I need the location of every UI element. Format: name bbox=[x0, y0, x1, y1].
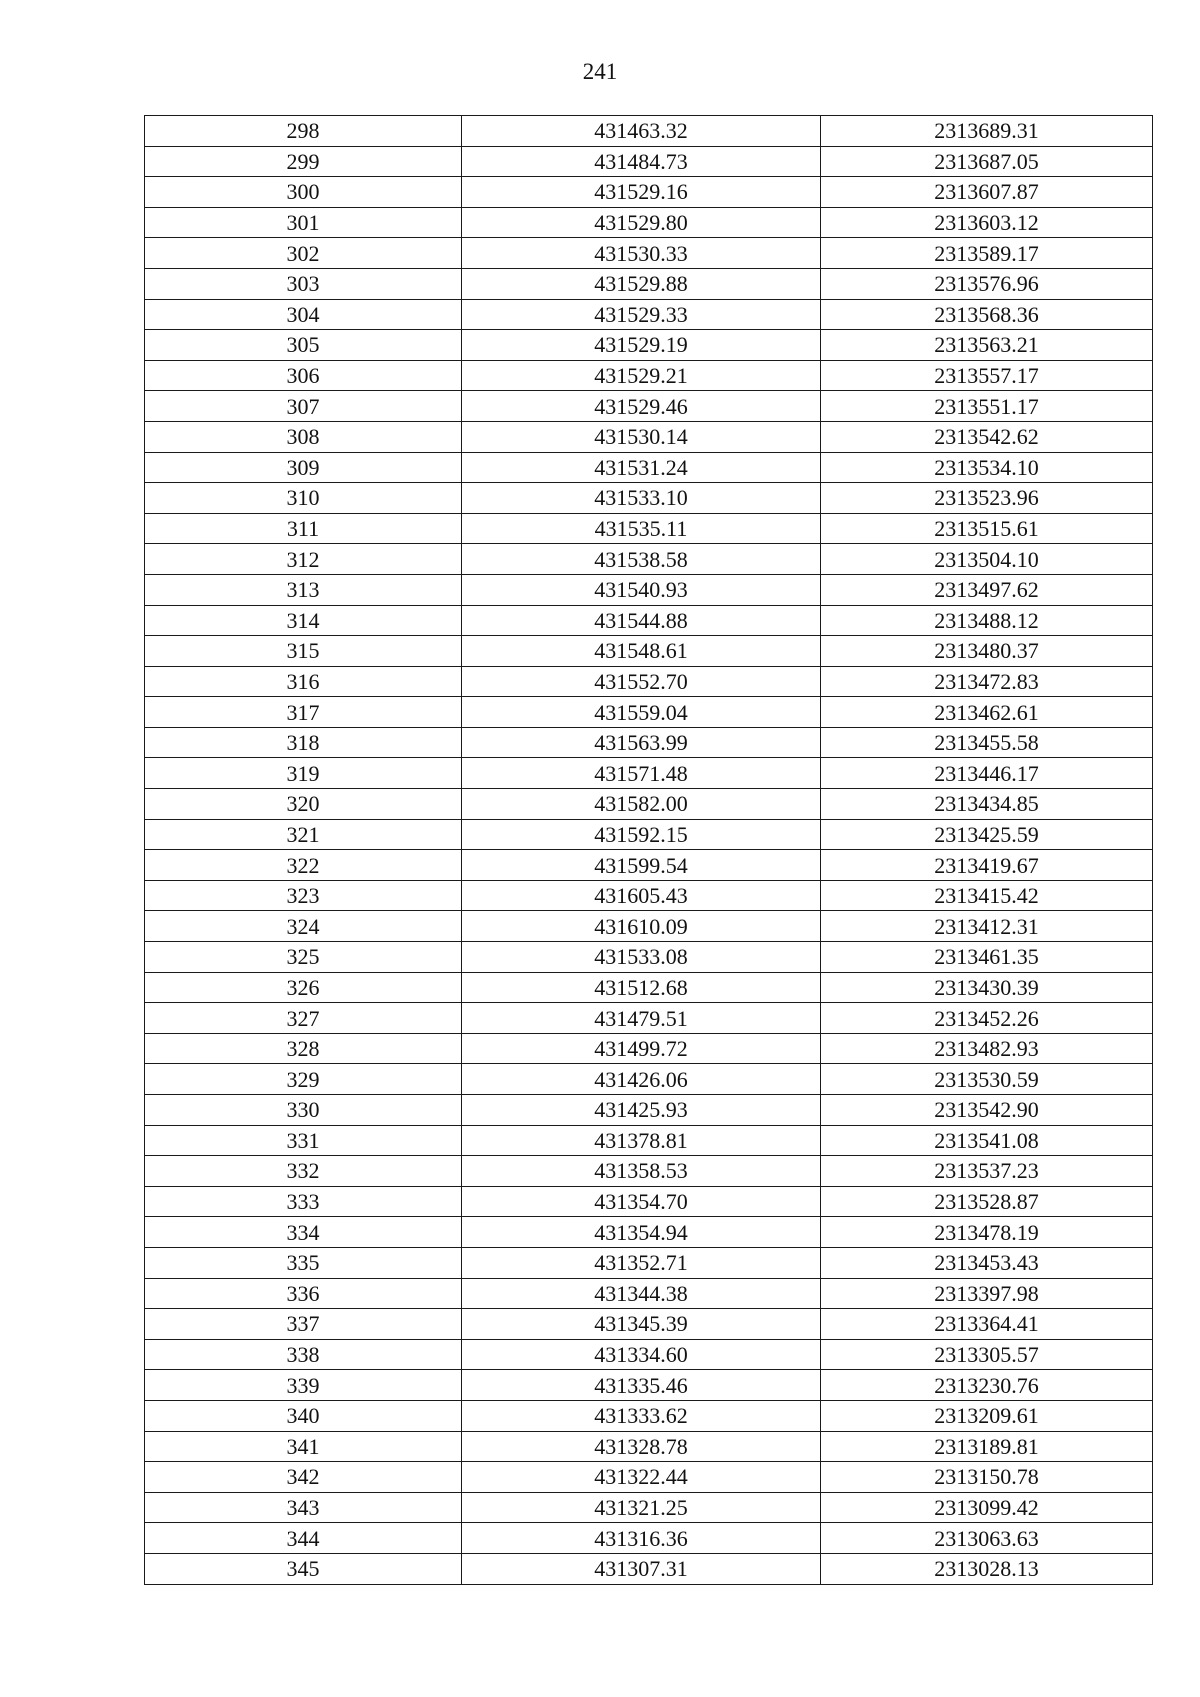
x-coordinate-cell: 431610.09 bbox=[462, 911, 821, 942]
y-coordinate-cell: 2313028.13 bbox=[821, 1553, 1153, 1584]
table-row bbox=[145, 421, 1153, 452]
y-coordinate-cell: 2313434.85 bbox=[821, 789, 1153, 820]
x-coordinate-cell: 431529.33 bbox=[462, 299, 821, 330]
table-row bbox=[145, 116, 1153, 147]
table-row bbox=[145, 1492, 1153, 1523]
table-row bbox=[145, 1217, 1153, 1248]
y-coordinate-cell: 2313589.17 bbox=[821, 238, 1153, 269]
y-coordinate-cell: 2313230.76 bbox=[821, 1370, 1153, 1401]
point-number-cell: 330 bbox=[145, 1095, 462, 1126]
point-number-cell: 326 bbox=[145, 972, 462, 1003]
table-row bbox=[145, 1553, 1153, 1584]
y-coordinate-cell: 2313563.21 bbox=[821, 330, 1153, 361]
x-coordinate-cell: 431592.15 bbox=[462, 819, 821, 850]
table-row bbox=[145, 942, 1153, 973]
x-coordinate-cell: 431531.24 bbox=[462, 452, 821, 483]
table-row bbox=[145, 1339, 1153, 1370]
x-coordinate-cell: 431484.73 bbox=[462, 146, 821, 177]
table-row bbox=[145, 1431, 1153, 1462]
x-coordinate-cell: 431345.39 bbox=[462, 1309, 821, 1340]
table-row bbox=[145, 207, 1153, 238]
y-coordinate-cell: 2313453.43 bbox=[821, 1247, 1153, 1278]
table-row bbox=[145, 819, 1153, 850]
x-coordinate-cell: 431544.88 bbox=[462, 605, 821, 636]
point-number-cell: 337 bbox=[145, 1309, 462, 1340]
x-coordinate-cell: 431529.19 bbox=[462, 330, 821, 361]
point-number-cell: 328 bbox=[145, 1033, 462, 1064]
y-coordinate-cell: 2313687.05 bbox=[821, 146, 1153, 177]
point-number-cell: 325 bbox=[145, 942, 462, 973]
table-row bbox=[145, 880, 1153, 911]
table-body bbox=[145, 116, 1153, 1585]
table-row bbox=[145, 666, 1153, 697]
point-number-cell: 342 bbox=[145, 1462, 462, 1493]
point-number-cell: 332 bbox=[145, 1156, 462, 1187]
y-coordinate-cell: 2313557.17 bbox=[821, 360, 1153, 391]
table-row bbox=[145, 697, 1153, 728]
x-coordinate-cell: 431378.81 bbox=[462, 1125, 821, 1156]
point-number-cell: 300 bbox=[145, 177, 462, 208]
point-number-cell: 314 bbox=[145, 605, 462, 636]
x-coordinate-cell: 431605.43 bbox=[462, 880, 821, 911]
x-coordinate-cell: 431328.78 bbox=[462, 1431, 821, 1462]
table-row bbox=[145, 1523, 1153, 1554]
table-row bbox=[145, 1370, 1153, 1401]
point-number-cell: 299 bbox=[145, 146, 462, 177]
y-coordinate-cell: 2313607.87 bbox=[821, 177, 1153, 208]
table-row bbox=[145, 789, 1153, 820]
point-number-cell: 343 bbox=[145, 1492, 462, 1523]
table-row bbox=[145, 238, 1153, 269]
page-number: 241 bbox=[582, 59, 618, 84]
table-row bbox=[145, 1278, 1153, 1309]
table-row bbox=[145, 268, 1153, 299]
point-number-cell: 338 bbox=[145, 1339, 462, 1370]
y-coordinate-cell: 2313425.59 bbox=[821, 819, 1153, 850]
point-number-cell: 304 bbox=[145, 299, 462, 330]
x-coordinate-cell: 431425.93 bbox=[462, 1095, 821, 1126]
x-coordinate-cell: 431316.36 bbox=[462, 1523, 821, 1554]
y-coordinate-cell: 2313551.17 bbox=[821, 391, 1153, 422]
point-number-cell: 341 bbox=[145, 1431, 462, 1462]
x-coordinate-cell: 431582.00 bbox=[462, 789, 821, 820]
x-coordinate-cell: 431571.48 bbox=[462, 758, 821, 789]
y-coordinate-cell: 2313397.98 bbox=[821, 1278, 1153, 1309]
table-row bbox=[145, 1309, 1153, 1340]
x-coordinate-cell: 431512.68 bbox=[462, 972, 821, 1003]
table-row bbox=[145, 483, 1153, 514]
point-number-cell: 327 bbox=[145, 1003, 462, 1034]
table-row bbox=[145, 605, 1153, 636]
point-number-cell: 333 bbox=[145, 1186, 462, 1217]
x-coordinate-cell: 431559.04 bbox=[462, 697, 821, 728]
point-number-cell: 335 bbox=[145, 1247, 462, 1278]
x-coordinate-cell: 431529.88 bbox=[462, 268, 821, 299]
y-coordinate-cell: 2313452.26 bbox=[821, 1003, 1153, 1034]
table-row bbox=[145, 972, 1153, 1003]
point-number-cell: 344 bbox=[145, 1523, 462, 1554]
point-number-cell: 308 bbox=[145, 421, 462, 452]
y-coordinate-cell: 2313430.39 bbox=[821, 972, 1153, 1003]
y-coordinate-cell: 2313568.36 bbox=[821, 299, 1153, 330]
x-coordinate-cell: 431530.14 bbox=[462, 421, 821, 452]
point-number-cell: 310 bbox=[145, 483, 462, 514]
table-row bbox=[145, 146, 1153, 177]
point-number-cell: 315 bbox=[145, 636, 462, 667]
y-coordinate-cell: 2313482.93 bbox=[821, 1033, 1153, 1064]
point-number-cell: 316 bbox=[145, 666, 462, 697]
y-coordinate-cell: 2313063.63 bbox=[821, 1523, 1153, 1554]
y-coordinate-cell: 2313455.58 bbox=[821, 727, 1153, 758]
y-coordinate-cell: 2313150.78 bbox=[821, 1462, 1153, 1493]
table-row bbox=[145, 360, 1153, 391]
table-row bbox=[145, 1003, 1153, 1034]
x-coordinate-cell: 431344.38 bbox=[462, 1278, 821, 1309]
point-number-cell: 318 bbox=[145, 727, 462, 758]
table-row bbox=[145, 1064, 1153, 1095]
y-coordinate-cell: 2313528.87 bbox=[821, 1186, 1153, 1217]
y-coordinate-cell: 2313189.81 bbox=[821, 1431, 1153, 1462]
point-number-cell: 302 bbox=[145, 238, 462, 269]
y-coordinate-cell: 2313446.17 bbox=[821, 758, 1153, 789]
y-coordinate-cell: 2313209.61 bbox=[821, 1400, 1153, 1431]
y-coordinate-cell: 2313523.96 bbox=[821, 483, 1153, 514]
table-row bbox=[145, 1400, 1153, 1431]
y-coordinate-cell: 2313364.41 bbox=[821, 1309, 1153, 1340]
point-number-cell: 306 bbox=[145, 360, 462, 391]
y-coordinate-cell: 2313462.61 bbox=[821, 697, 1153, 728]
y-coordinate-cell: 2313415.42 bbox=[821, 880, 1153, 911]
x-coordinate-cell: 431354.94 bbox=[462, 1217, 821, 1248]
point-number-cell: 323 bbox=[145, 880, 462, 911]
y-coordinate-cell: 2313542.90 bbox=[821, 1095, 1153, 1126]
table-row bbox=[145, 1186, 1153, 1217]
point-number-cell: 317 bbox=[145, 697, 462, 728]
y-coordinate-cell: 2313472.83 bbox=[821, 666, 1153, 697]
table-row bbox=[145, 758, 1153, 789]
point-number-cell: 336 bbox=[145, 1278, 462, 1309]
point-number-cell: 319 bbox=[145, 758, 462, 789]
y-coordinate-cell: 2313576.96 bbox=[821, 268, 1153, 299]
x-coordinate-cell: 431540.93 bbox=[462, 574, 821, 605]
x-coordinate-cell: 431533.10 bbox=[462, 483, 821, 514]
coordinates-table bbox=[144, 115, 1153, 1585]
y-coordinate-cell: 2313537.23 bbox=[821, 1156, 1153, 1187]
x-coordinate-cell: 431333.62 bbox=[462, 1400, 821, 1431]
table-row bbox=[145, 330, 1153, 361]
x-coordinate-cell: 431499.72 bbox=[462, 1033, 821, 1064]
y-coordinate-cell: 2313480.37 bbox=[821, 636, 1153, 667]
x-coordinate-cell: 431463.32 bbox=[462, 116, 821, 147]
point-number-cell: 322 bbox=[145, 850, 462, 881]
y-coordinate-cell: 2313689.31 bbox=[821, 116, 1153, 147]
x-coordinate-cell: 431529.46 bbox=[462, 391, 821, 422]
point-number-cell: 331 bbox=[145, 1125, 462, 1156]
table-row bbox=[145, 1247, 1153, 1278]
y-coordinate-cell: 2313461.35 bbox=[821, 942, 1153, 973]
y-coordinate-cell: 2313488.12 bbox=[821, 605, 1153, 636]
y-coordinate-cell: 2313497.62 bbox=[821, 574, 1153, 605]
table-row bbox=[145, 574, 1153, 605]
table-row bbox=[145, 727, 1153, 758]
point-number-cell: 329 bbox=[145, 1064, 462, 1095]
point-number-cell: 307 bbox=[145, 391, 462, 422]
x-coordinate-cell: 431529.16 bbox=[462, 177, 821, 208]
table-row bbox=[145, 1156, 1153, 1187]
y-coordinate-cell: 2313305.57 bbox=[821, 1339, 1153, 1370]
x-coordinate-cell: 431599.54 bbox=[462, 850, 821, 881]
table-row bbox=[145, 1095, 1153, 1126]
point-number-cell: 301 bbox=[145, 207, 462, 238]
y-coordinate-cell: 2313542.62 bbox=[821, 421, 1153, 452]
point-number-cell: 311 bbox=[145, 513, 462, 544]
point-number-cell: 339 bbox=[145, 1370, 462, 1401]
point-number-cell: 334 bbox=[145, 1217, 462, 1248]
table-row bbox=[145, 544, 1153, 575]
y-coordinate-cell: 2313419.67 bbox=[821, 850, 1153, 881]
x-coordinate-cell: 431352.71 bbox=[462, 1247, 821, 1278]
x-coordinate-cell: 431563.99 bbox=[462, 727, 821, 758]
y-coordinate-cell: 2313515.61 bbox=[821, 513, 1153, 544]
x-coordinate-cell: 431322.44 bbox=[462, 1462, 821, 1493]
point-number-cell: 303 bbox=[145, 268, 462, 299]
x-coordinate-cell: 431358.53 bbox=[462, 1156, 821, 1187]
table-row bbox=[145, 391, 1153, 422]
table-row bbox=[145, 636, 1153, 667]
y-coordinate-cell: 2313412.31 bbox=[821, 911, 1153, 942]
x-coordinate-cell: 431533.08 bbox=[462, 942, 821, 973]
x-coordinate-cell: 431552.70 bbox=[462, 666, 821, 697]
table-row bbox=[145, 177, 1153, 208]
y-coordinate-cell: 2313099.42 bbox=[821, 1492, 1153, 1523]
point-number-cell: 320 bbox=[145, 789, 462, 820]
y-coordinate-cell: 2313541.08 bbox=[821, 1125, 1153, 1156]
table-row bbox=[145, 850, 1153, 881]
x-coordinate-cell: 431538.58 bbox=[462, 544, 821, 575]
x-coordinate-cell: 431548.61 bbox=[462, 636, 821, 667]
x-coordinate-cell: 431529.80 bbox=[462, 207, 821, 238]
point-number-cell: 312 bbox=[145, 544, 462, 575]
table-row bbox=[145, 1125, 1153, 1156]
x-coordinate-cell: 431321.25 bbox=[462, 1492, 821, 1523]
x-coordinate-cell: 431335.46 bbox=[462, 1370, 821, 1401]
point-number-cell: 298 bbox=[145, 116, 462, 147]
y-coordinate-cell: 2313504.10 bbox=[821, 544, 1153, 575]
table-row bbox=[145, 299, 1153, 330]
x-coordinate-cell: 431354.70 bbox=[462, 1186, 821, 1217]
y-coordinate-cell: 2313603.12 bbox=[821, 207, 1153, 238]
table-row bbox=[145, 452, 1153, 483]
y-coordinate-cell: 2313478.19 bbox=[821, 1217, 1153, 1248]
y-coordinate-cell: 2313530.59 bbox=[821, 1064, 1153, 1095]
point-number-cell: 345 bbox=[145, 1553, 462, 1584]
point-number-cell: 309 bbox=[145, 452, 462, 483]
table-row bbox=[145, 1033, 1153, 1064]
point-number-cell: 340 bbox=[145, 1400, 462, 1431]
y-coordinate-cell: 2313534.10 bbox=[821, 452, 1153, 483]
x-coordinate-cell: 431426.06 bbox=[462, 1064, 821, 1095]
table-row bbox=[145, 1462, 1153, 1493]
point-number-cell: 324 bbox=[145, 911, 462, 942]
point-number-cell: 321 bbox=[145, 819, 462, 850]
table-row bbox=[145, 911, 1153, 942]
point-number-cell: 305 bbox=[145, 330, 462, 361]
x-coordinate-cell: 431307.31 bbox=[462, 1553, 821, 1584]
x-coordinate-cell: 431334.60 bbox=[462, 1339, 821, 1370]
point-number-cell: 313 bbox=[145, 574, 462, 605]
table-row bbox=[145, 513, 1153, 544]
x-coordinate-cell: 431529.21 bbox=[462, 360, 821, 391]
x-coordinate-cell: 431535.11 bbox=[462, 513, 821, 544]
x-coordinate-cell: 431479.51 bbox=[462, 1003, 821, 1034]
x-coordinate-cell: 431530.33 bbox=[462, 238, 821, 269]
